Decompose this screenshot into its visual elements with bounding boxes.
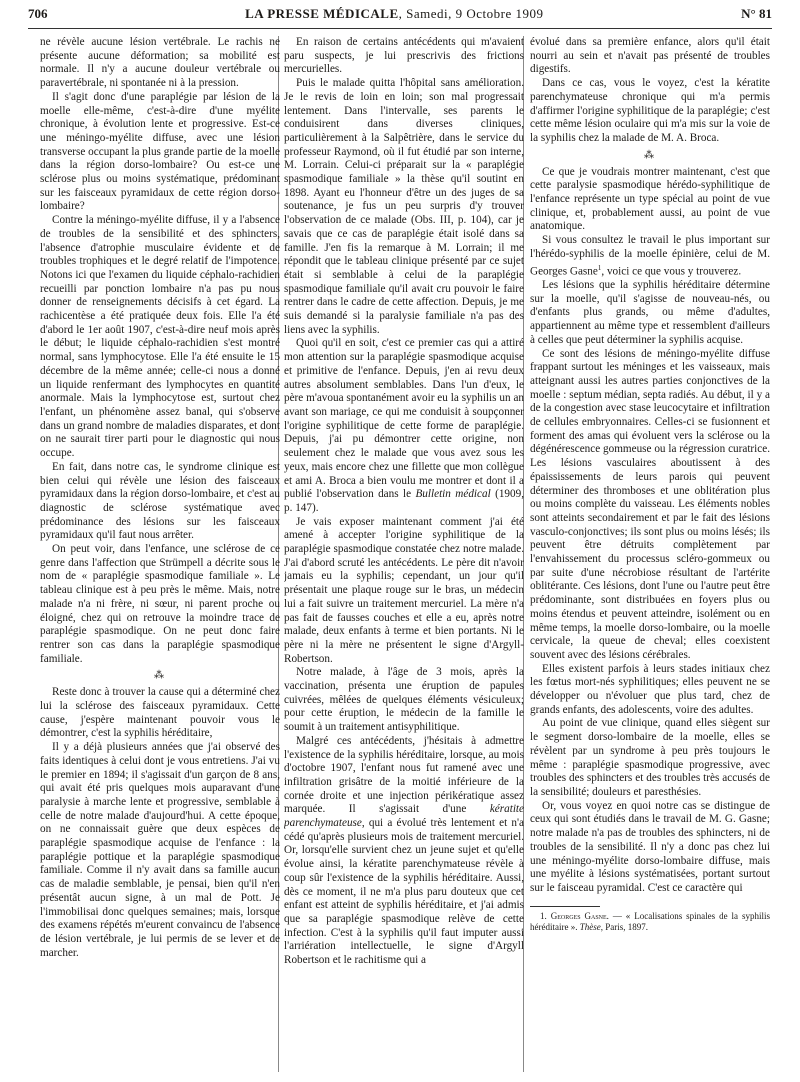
paragraph: Notre malade, à l'âge de 3 mois, après la vaccination, présenta une éruption de papules cuivrées, mêlées de quelques éléments vésiculeux; pour cette éruption, le médecin de la famille le soumit à un traitement antisyphilitique.: [284, 666, 524, 734]
paragraph: Les lésions que la syphilis héréditaire détermine sur la moelle, qu'il s'agisse de nouveau-nés, ou d'enfants plus grands, ou même d'adultes, appartiennent au même type et ressemblent d'ailleurs à celles que peut déterminer la syphilis acquise.: [530, 278, 770, 346]
journal-citation: Bulletin médical: [415, 488, 491, 501]
paragraph-text: Malgré ces antécédents, j'hésitais à admettre l'existence de la syphilis héréditaire, lorsque, au mois d'octobre 1907, l'enfant nous fut ramené avec une infiltration grisâtre de la moitié inférieure de la cornée droite et une injection périkératique assez marquée. Il s'agissait d'une: [284, 734, 524, 816]
paragraph: Il y a déjà plusieurs années que j'ai observé des faits identiques à celui dont je vous entretiens. J'ai vu le premier en 1894; il s'agissait d'un garçon de 8 ans, qui avait été pris quelques mois auparavant d'une paralysie à marche lente et progressive, semblable à celle de notre malade d'aujourd'hui. A cette époque, on ne connaissait guère que deux espèces de paraplégie spasmodique acquise de l'enfance : la paraplégie pottique et la paraplégie spasmodique familiale. Comme il n'y avait dans sa famille aucun cas de maladie semblable, je pensai, bien qu'il n'en présentât aucun signe, à un mal de Pott. Je l'immobilisai donc quelques semaines; mais, lorsque des examens répétés m'eurent convaincu de l'absence de lésion vertébrale, je lui permis de se lever et de marcher.: [40, 741, 280, 959]
footnote-rule: [530, 906, 600, 907]
footnote-author: Georges Gasne: [550, 910, 607, 921]
paragraph: Elles existent parfois à leurs stades initiaux chez les fœtus mort-nés syphilitiques; elles peuvent ne se développer ou n'évoluer que plus tard, chez de grands enfants, des adolescents, voire des adultes.: [530, 662, 770, 716]
footnote-number: 1.: [540, 910, 547, 921]
page-header: [28, 6, 772, 29]
paragraph: Au point de vue clinique, quand elles siègent sur le segment dorso-lombaire de la moelle, elles se révèlent par un syndrome à peu près toujours le même : paraplégie spasmodique progressive, avec troubles des sphincters et des troubles très accusés de la sensibilité; douleurs et paresthésies.: [530, 717, 770, 798]
paragraph: ne révèle aucune lésion vertébrale. Le rachis ne présente aucune déformation; sa mobilité est normale. Il n'y a aucune douleur vertébrale ou paravertébrale, ni spontanée ni à la pression.: [40, 36, 280, 90]
footnote-italic: Thèse: [579, 921, 601, 932]
page-number: 706: [28, 6, 48, 21]
footnote-text: . — « Localisations spinales de la syphilis héréditaire ».: [530, 910, 770, 932]
running-title: [245, 6, 543, 22]
paragraph: Reste donc à trouver la cause qui a déterminé chez lui la sclérose des faisceaux pyramidaux. Cette cause, j'espère maintenant pouvoir vous le démontrer, c'est la syphilis héréditaire,: [40, 686, 280, 740]
footnote-text: , Paris, 1897.: [600, 921, 648, 932]
paragraph: Contre la méningo-myélite diffuse, il y a l'absence de troubles de la sensibilité et des sphincters, l'absence d'atrophie musculaire évidente et de troubles trophiques et le degré relatif de l'impotence. Notons ici que l'examen du liquide céphalo-rachidien recueilli par ponction lombaire n'a pas pu nous donner de renseignements décisifs à cet égard. La rachicentèse a été pratiquée deux fois. Elle l'a été d'abord le 1er août 1907, c'est-à-dire neuf mois après le début; le liquide céphalo-rachidien s'est montré normal, sans lymphocytose. Elle l'a été ensuite le 15 décembre de la même année; celle-ci nous a donné un liquide renfermant des lymphocytes en quantité anormale. Mais la lymphocytose est, surtout chez l'enfant, un phénomène assez banal, qui s'observe dans un grand nombre de maladies disparates, et dont on ne saurait tirer parti pour le diagnostic qui nous occupe.: [40, 214, 280, 460]
paragraph-text: Quoi qu'il en soit, c'est ce premier cas qui a attiré mon attention sur la paraplégie spasmodique acquise et primitive de l'enfance. Depuis, j'en ai revu deux autres absolument semblables. Dans l'un d'eux, le père m'avoua spontanément avoir eu la syphilis un an avant son mariage, ce qui me conduisit à soupçonner l'origine syphilitique de cette forme de paraplégie. Depuis, j'ai pu démontrer cette origine, non seulement chez le malade que vous avez sous les yeux, mais encore chez une fillette que mon collègue et ami A. Broca a bien voulu me montrer et dont il a publié l'observation dans le: [284, 337, 524, 501]
paragraph: Puis le malade quitta l'hôpital sans amélioration. Je le revis de loin en loin; son mal progressait lentement. Dans l'intervalle, ses parents le conduisirent dans diverses cliniques, particulièrement à la Salpêtrière, dans le service du professeur Raymond, où il fut étudié par son interne, M. Lorrain. Celui-ci préparait sur la « paraplégie spasmodique familiale » la thèse qu'il soutint en 1898. Ayant eu l'honneur d'être un des juges de sa soutenance, je fus un peu surpris d'y trouver l'observation de ce malade (Obs. III, p. 104), car je savais que ce cas de paraplégie était isolé dans sa famille. J'en fis la remarque à M. Lorrain; il me répondit que le tableau clinique présenté par ce sujet était si semblable à celui de la paraplégie spasmodique familiale qu'il avait cru pouvoir le faire rentrer dans le cadre de cette affection. Depuis, je me suis demandé si la paralysie familiale n'a pas des liens avec la syphilis.: [284, 77, 524, 336]
paragraph: En fait, dans notre cas, le syndrome clinique est bien celui qui révèle une lésion des faisceaux pyramidaux dans la région dorso-lombaire, et c'est au diagnostic de sclérose systématique avec prédominance des lésions sur les faisceaux pyramidaux qu'il faut nous arrêter.: [40, 460, 280, 542]
paragraph: évolué dans sa première enfance, alors qu'il était nourri au sein et n'avait pas présenté de troubles digestifs.: [530, 36, 770, 76]
paragraph-text: Si vous consultez le travail le plus important sur l'hérédo-syphilis de la moelle épinière, celui de M. Georges Gasne: [530, 234, 770, 278]
paragraph-text: , voici ce que vous y trouverez.: [601, 265, 742, 278]
paragraph: On peut voir, dans l'enfance, une sclérose de ce genre dans l'affection que Strümpell a décrite sous le nom de « paraplégie spasmodique familiale ». Le tableau clinique est à peu près le même. Mais, notre malade n'a ni frère, ni sœur, ni parent proche ou éloigné, chez qui on retrouve la moindre trace de paraplégie spasmodique. On ne peut donc faire rentrer son cas dans la paraplégie spasmodique familiale.: [40, 543, 280, 665]
paragraph: Il s'agit donc d'une paraplégie par lésion de la moelle elle-même, c'est-à-dire d'une myélite chronique, à évolution lente et progressive. Est-ce une méningo-myélite diffuse, avec une lésion transverse occupant la plus grande partie de la moelle dans la région dorso-lombaire? Ou est-ce une sclérose plus ou moins systématique, prédominant sur les faisceaux pyramidaux de cette région dorso-lombaire?: [40, 90, 280, 213]
paragraph: Ce sont des lésions de méningo-myélite diffuse frappant surtout les méninges et les vaisseaux, mais atteignant aussi les autres parties conjonctives de la moelle : septum médian, septa radiés. Au début, il y a de la congestion avec stase leucocytaire et infiltration de cellules embryonnaires. Celles-ci se fusionnent et forment des amas qui évoluent vers la sclérose ou la dégénérescence gommeuse ou la régression curatrice. Les lésions vasculaires aboutissent à des épaississements de leurs parois qui peuvent déterminer des thromboses et une oblitération plus ou moins complète du vaisseau. Les éléments nobles sont atteints secondairement et par le fait des lésions vasculo-conjonctives; ils sont plus ou moins lésés; ils peuvent être détruits complètement par l'envahissement du processus scléro-gommeux ou par suite d'une nécrobiose résultant de l'artérite oblitérante. Ces lésions, dont l'une ou l'autre peut être prédominante, sont distribuées en foyers plus ou moins étendus et peuvent atteindre, isolément ou en même temps, la moelle dorso-lombaire, ou la moelle cervicale, la queue de cheval; elles coexistent souvent avec des lésions cérébrales.: [530, 347, 770, 661]
citation-tail: (1909, p. 147).: [284, 488, 524, 514]
emphasis: kératite parenchymateuse: [284, 803, 524, 830]
footnote-ref[interactable]: 1: [597, 263, 602, 272]
paragraph: Je vais exposer maintenant comment j'ai été amené à accepter l'origine syphilitique de la paraplégie spasmodique constatée chez notre malade. J'ai d'abord scruté les antécédents. Le père dit n'avoir jamais eu la syphilis; cependant, un jour qu'il présentait une plaque rouge sur le bras, un médecin lui a fait suivre un traitement mercuriel. La mère n'a pas fait de fausses couches et elle a eu, après notre malade, deux enfants à terme et bien portants. Ni le père ni la mère ne présentent le signe d'Argyll-Robertson.: [284, 515, 524, 665]
paragraph: Dans ce cas, vous le voyez, c'est la kératite parenchymateuse chronique qui m'a permis d'affirmer l'origine syphilitique de la paraplégie; c'est cette même lésion oculaire qui m'a mis sur la voie de la syphilis chez la malade de M. A. Broca.: [530, 77, 770, 144]
column-left: [40, 36, 280, 1074]
footnote: [530, 911, 770, 933]
column-right: [530, 36, 770, 1074]
paragraph: [284, 735, 524, 968]
paragraph: Ce que je voudrais montrer maintenant, c'est que cette paralysie spasmodique hérédo-syphilitique de l'enfance représente un type spécial au point de vue clinique, et, probablement aussi, au point de vue anatomique.: [530, 165, 770, 233]
paragraph: [530, 234, 770, 279]
issue-date: , Samedi, 9 Octobre 1909: [398, 6, 544, 21]
section-separator: ⁂: [644, 149, 656, 161]
section-separator: ⁂: [154, 670, 166, 682]
paragraph-text: , qui a évolué très lentement et n'a cédé qu'après plusieurs mois de traitement mercuriel. Or, lorsqu'elle survient chez un jeune sujet et qu'elle évolue ainsi, la kératite parenchymateuse révèle à coup sûr l'existence de la syphilis héréditaire. Aussi, dès ce moment, il ne m'a plus paru douteux que cet enfant est atteint de syphilis héréditaire, et j'ai admis que sa paraplégie spasmodique relève de cette infection. C'est à la syphilis qu'il faut imputer aussi l'arriération intellectuelle, le signe d'Argyll Robertson et le rachitisme qui a: [284, 817, 524, 967]
paragraph: [284, 337, 524, 515]
paragraph: En raison de certains antécédents qui m'avaient paru suspects, je lui prescrivis des frictions mercurielles.: [284, 36, 524, 76]
journal-name: LA PRESSE MÉDICALE: [245, 6, 399, 21]
issue-number: N° 81: [741, 6, 772, 21]
paragraph: Or, vous voyez en quoi notre cas se distingue de ceux qui sont étudiés dans le travail de M. G. Gasne; notre malade n'a pas de troubles des sphincters, ni de troubles de la sensibilité. Il n'y a donc pas chez lui une méningo-myélite dorso-lombaire diffuse, mais une myélite à lésions systématisées, portant surtout sur le faisceau pyramidal. C'est ce caractère qui: [530, 799, 770, 894]
column-middle: [284, 36, 524, 1074]
